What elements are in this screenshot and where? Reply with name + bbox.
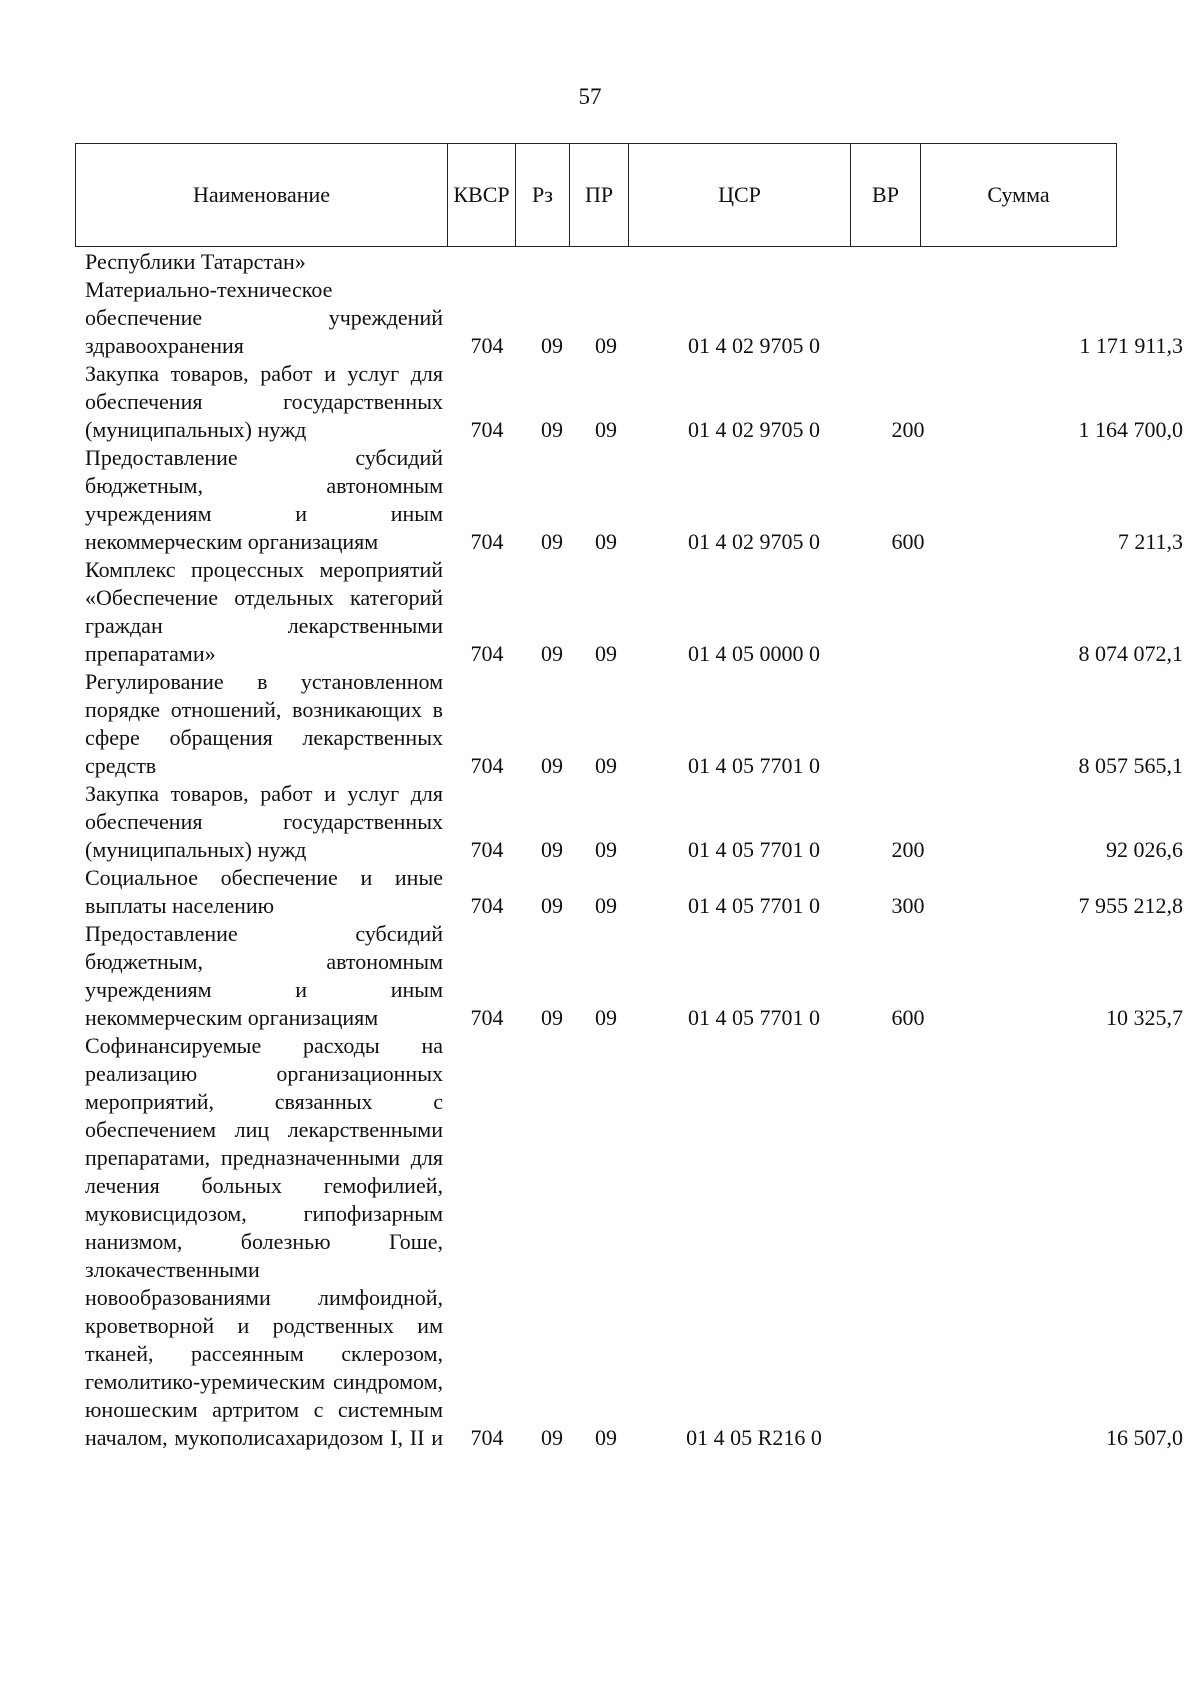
- row-csr: 01 4 05 7701 0: [688, 837, 820, 862]
- row-vr: 200: [891, 417, 925, 442]
- header-sum: Сумма: [987, 182, 1050, 207]
- header-csr: ЦСР: [629, 144, 851, 246]
- row-pr: 09: [595, 837, 617, 862]
- table-row: [85, 920, 1183, 1032]
- row-rz: 09: [541, 1005, 563, 1030]
- row-pr: 09: [595, 1425, 617, 1450]
- table-row: [85, 668, 1183, 780]
- row-kvsr: 704: [470, 417, 504, 442]
- table-row: [85, 780, 1183, 864]
- row-sum: 1 171 911,3: [1079, 333, 1183, 358]
- row-vr: 200: [891, 837, 925, 862]
- row-rz: 09: [541, 893, 563, 918]
- row-name: Республики Татарстан»: [85, 249, 306, 274]
- row-sum: 8 074 072,1: [1078, 641, 1183, 666]
- row-sum: 7 955 212,8: [1078, 893, 1183, 918]
- row-vr: 600: [891, 1005, 925, 1030]
- row-rz: 09: [541, 333, 563, 358]
- row-csr: 01 4 05 R216 0: [686, 1425, 822, 1450]
- row-pr: 09: [595, 333, 617, 358]
- row-kvsr: 704: [470, 1425, 504, 1450]
- row-name: Предоставление субсидий бюджетным, автономным учреждениям и иным некоммерческим организациям: [85, 921, 443, 1030]
- header-pr: ПР: [570, 144, 629, 246]
- row-sum: 10 325,7: [1106, 1005, 1183, 1030]
- row-vr: 600: [891, 529, 925, 554]
- page-number: 57: [578, 84, 602, 109]
- row-kvsr: 704: [470, 893, 504, 918]
- row-sum: 1 164 700,0: [1078, 417, 1183, 442]
- row-rz: 09: [541, 753, 563, 778]
- row-csr: 01 4 05 0000 0: [688, 641, 820, 666]
- row-kvsr: 704: [470, 1005, 504, 1030]
- row-pr: 09: [595, 1005, 617, 1030]
- row-csr: 01 4 05 7701 0: [688, 893, 820, 918]
- row-rz: 09: [541, 529, 563, 554]
- row-pr: 09: [595, 753, 617, 778]
- row-kvsr: 704: [470, 753, 504, 778]
- row-csr: 01 4 05 7701 0: [688, 753, 820, 778]
- row-pr: 09: [595, 417, 617, 442]
- row-name: Закупка товаров, работ и услуг для обеспечения государственных (муниципальных) нужд: [85, 361, 443, 442]
- row-name: Комплекс процессных мероприятий «Обеспечение отдельных категорий граждан лекарственными препаратами»: [85, 557, 443, 666]
- row-sum: 8 057 565,1: [1078, 753, 1183, 778]
- row-csr: 01 4 02 9705 0: [688, 333, 820, 358]
- header-vr: ВР: [851, 144, 921, 246]
- row-pr: 09: [595, 529, 617, 554]
- header-name: Наименование: [76, 144, 448, 246]
- table-row: [85, 360, 1183, 444]
- row-sum: 7 211,3: [1117, 529, 1183, 554]
- table-header: [75, 143, 1117, 247]
- row-pr: 09: [595, 893, 617, 918]
- row-vr: 300: [891, 893, 925, 918]
- row-rz: 09: [541, 1425, 563, 1450]
- row-name: Предоставление субсидий бюджетным, автономным учреждениям и иным некоммерческим организациям: [85, 445, 443, 554]
- row-name: Социальное обеспечение и иные выплаты населению: [85, 865, 443, 918]
- table-row: [85, 444, 1183, 556]
- row-kvsr: 704: [470, 333, 504, 358]
- row-rz: 09: [541, 641, 563, 666]
- table-body: [85, 248, 1183, 1452]
- row-kvsr: 704: [470, 529, 504, 554]
- header-kvsr: КВСР: [448, 144, 516, 246]
- row-name: Закупка товаров, работ и услуг для обеспечения государственных (муниципальных) нужд: [85, 781, 443, 862]
- table-row: [85, 1032, 1183, 1452]
- table-row: [85, 276, 1183, 360]
- row-csr: 01 4 02 9705 0: [688, 417, 820, 442]
- table-row: [85, 248, 1183, 276]
- row-name: Регулирование в установленном порядке отношений, возникающих в сфере обращения лекарственных средств: [85, 669, 443, 778]
- row-kvsr: 704: [470, 641, 504, 666]
- table-row: [85, 556, 1183, 668]
- row-csr: 01 4 02 9705 0: [688, 529, 820, 554]
- row-name: Материально-техническое обеспечение учреждений здравоохранения: [85, 277, 443, 358]
- row-sum: 92 026,6: [1106, 837, 1183, 862]
- row-pr: 09: [595, 641, 617, 666]
- row-kvsr: 704: [470, 837, 504, 862]
- header-rz: Рз: [516, 144, 570, 246]
- row-csr: 01 4 05 7701 0: [688, 1005, 820, 1030]
- row-sum: 16 507,0: [1106, 1425, 1183, 1450]
- row-name: Софинансируемые расходы на реализацию организационных мероприятий, связанных с обеспечением лиц лекарственными препаратами, предназначенными для лечения больных гемофилией, муковисцидозом, гипофизарным нанизмом, болезнью Гоше, злокачественными новообразованиями лимфоидной, кроветворной и родственных им тканей, рассеянным склерозом, гемолитико-уремическим синдромом, юношеским артритом с системным началом, мукополисахаридозом I, II и: [85, 1033, 443, 1450]
- table-row: [85, 864, 1183, 920]
- row-rz: 09: [541, 837, 563, 862]
- row-rz: 09: [541, 417, 563, 442]
